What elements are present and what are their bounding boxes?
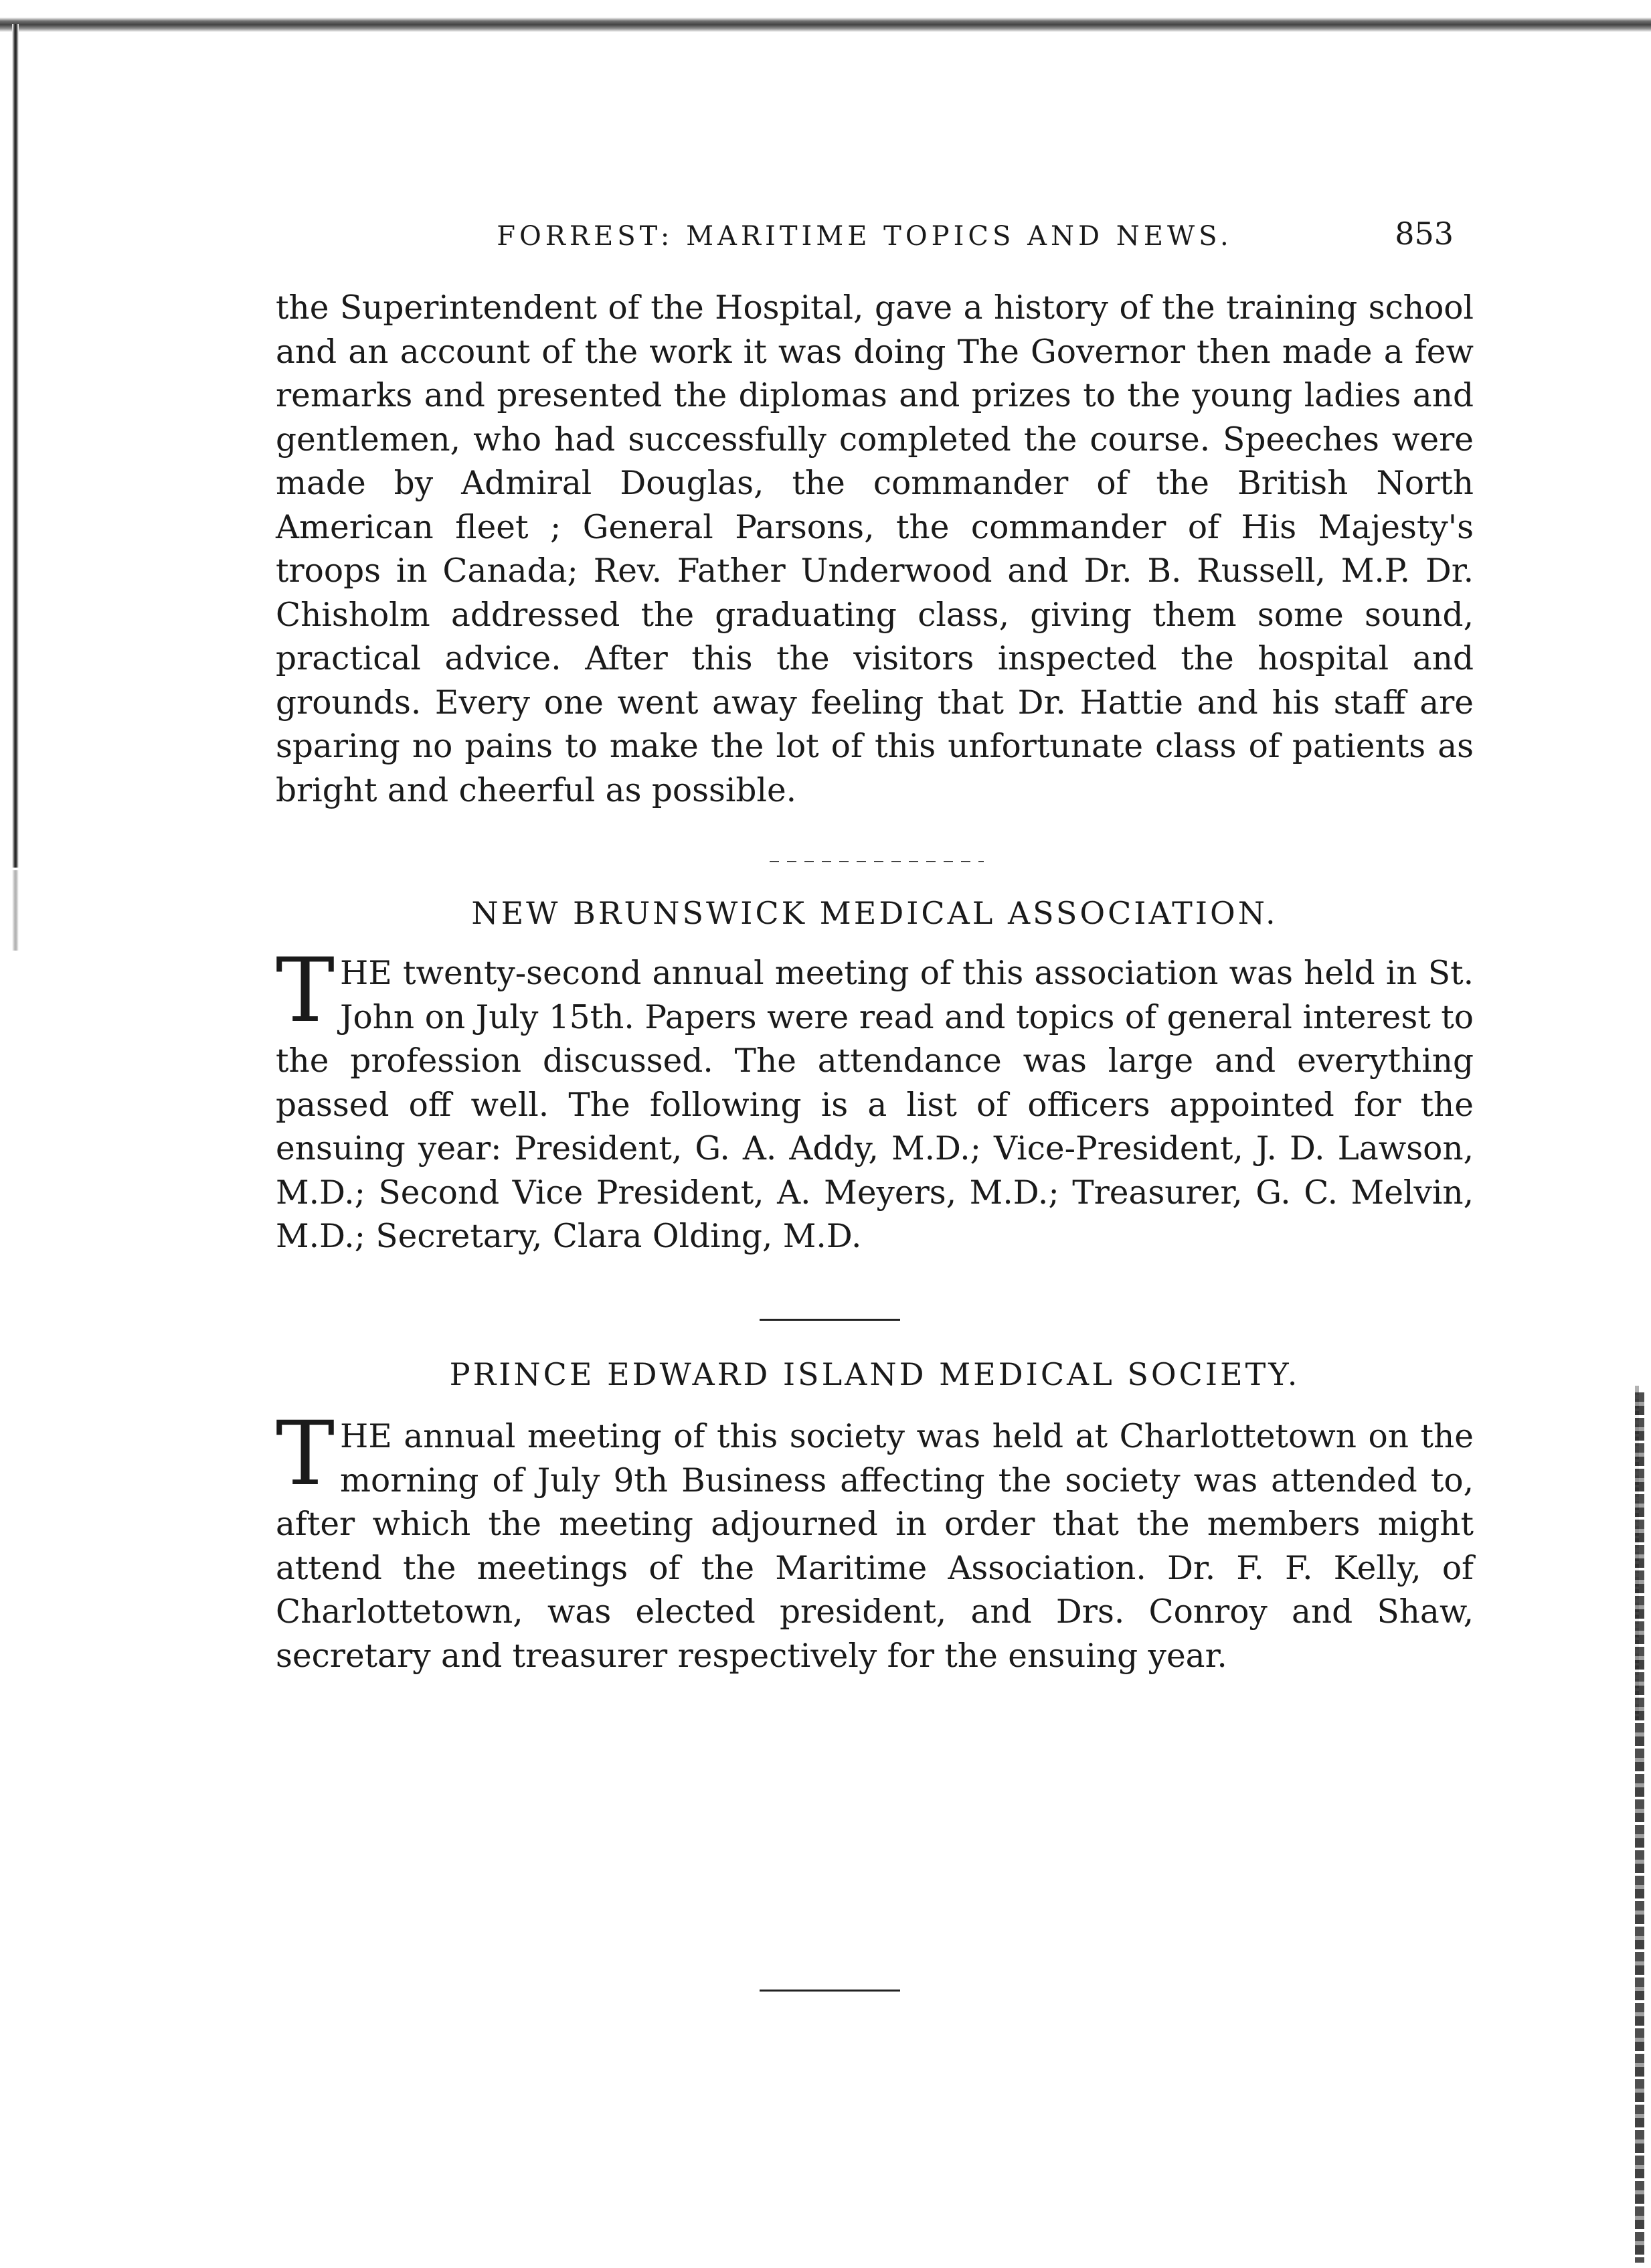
section-body-new-brunswick <box>276 939 1474 1259</box>
scan-right-edge <box>1635 1392 1644 2263</box>
running-title: FORREST: MARITIME TOPICS AND NEWS. <box>497 221 1233 252</box>
end-rule <box>760 1990 900 1992</box>
intro-text: the Superintendent of the Hospital, gave a history of the training school and an account of the work it was doing The Governor then made a few remarks and presented the diplomas and prizes to the young ladies and gentlemen, who had successfully completed the course. Speeches were made by Admiral Douglas, the commander of the British North American fleet ; General Parsons, the commander of His Majesty's troops in Canada; Rev. Father Underwood and Dr. B. Russell, M.P. Dr. Chisholm addressed the graduating class, giving them some sound, practical advice. After this the visitors inspected the hospital and grounds. Every one went away feeling that Dr. Hattie and his staff are sparing no pains to make the lot of this unfortunate class of patients as bright and cheerful as possible. <box>276 289 1474 809</box>
paragraph-text: HE annual meeting of this society was held at Charlottetown on the morning of July 9th Business affecting the society was attended to, after which the meeting adjourned in order that the members might attend the meetings of the Maritime Association. Dr. F. F. Kelly, of Charlottetown, was elected president, and Drs. Conroy and Shaw, secretary and treasurer respectively for the ensuing year. <box>276 1418 1474 1675</box>
page-number: 853 <box>1395 216 1454 252</box>
scan-left-edge-lower <box>12 870 19 951</box>
scan-top-edge <box>0 17 1651 32</box>
drop-cap: T <box>276 1402 335 1506</box>
section-divider <box>770 861 984 862</box>
drop-cap: T <box>276 939 335 1042</box>
section-heading-prince-edward-island: PRINCE EDWARD ISLAND MEDICAL SOCIETY. <box>449 1356 1300 1392</box>
intro-paragraph <box>276 287 1474 813</box>
paragraph <box>276 939 1474 1259</box>
section-divider <box>760 1319 900 1321</box>
section-body-prince-edward-island <box>276 1402 1474 1678</box>
paragraph-text: HE twenty-second annual meeting of this association was held in St. John on July 15th. Papers were read and topics of general interest to the profession discussed. The attendance was large and everything passed off well. The following is a list of officers appointed for the ensuing year: President, G. A. Addy, M.D.; Vice-President, J. D. Lawson, M.D.; Second Vice President, A. Meyers, M.D.; Treasurer, G. C. Melvin, M.D.; Secretary, Clara Olding, M.D. <box>276 955 1474 1255</box>
running-head <box>276 216 1454 261</box>
scan-left-edge <box>12 24 19 868</box>
section-heading-new-brunswick: NEW BRUNSWICK MEDICAL ASSOCIATION. <box>471 895 1278 931</box>
paragraph <box>276 1402 1474 1678</box>
